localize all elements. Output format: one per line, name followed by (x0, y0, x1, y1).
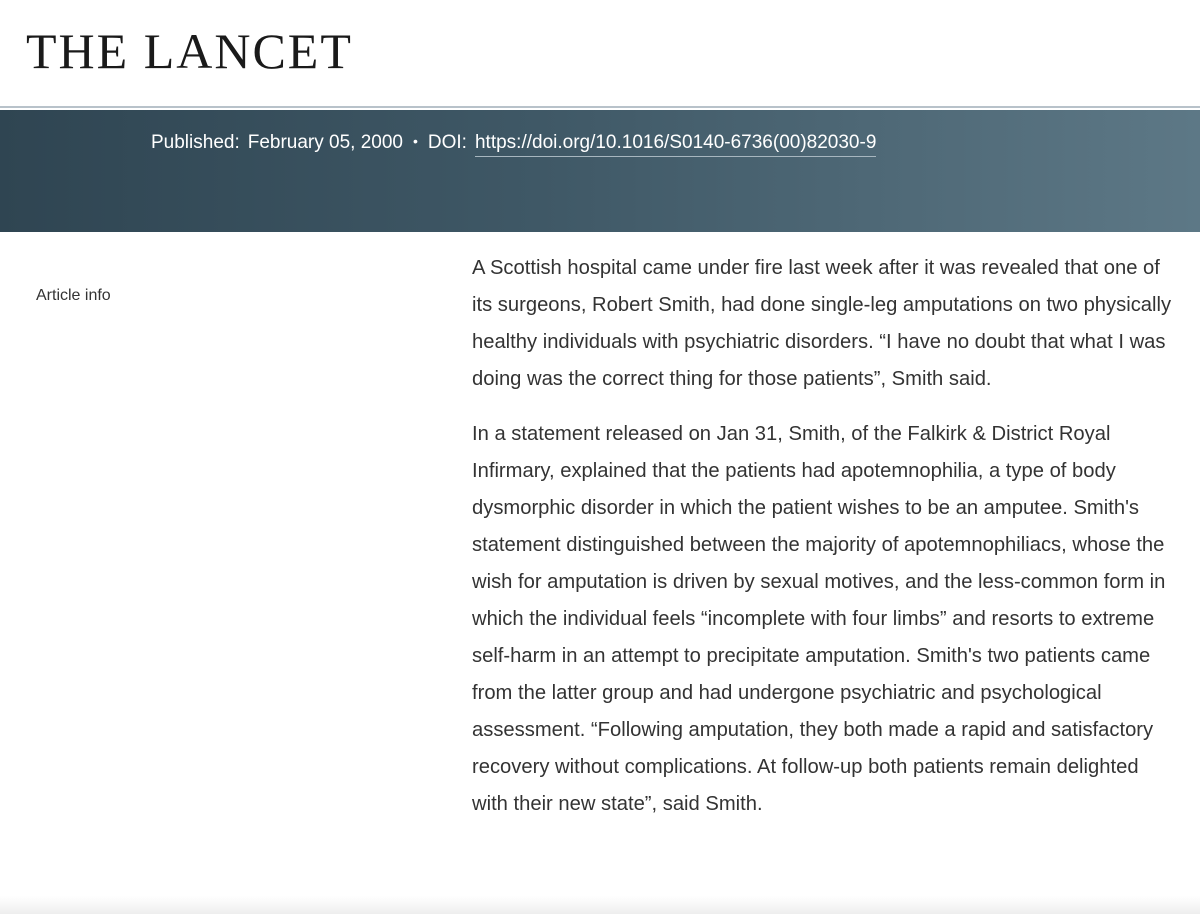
article-info-link[interactable]: Article info (36, 287, 111, 304)
masthead (0, 0, 1200, 106)
header-divider (0, 106, 1200, 108)
published-label: Published: (151, 132, 240, 153)
published-date: February 05, 2000 (247, 132, 403, 153)
meta-separator: • (413, 133, 418, 149)
publication-meta (151, 132, 876, 157)
doi-label: DOI: (427, 132, 467, 153)
article-body (472, 250, 1172, 841)
sidebar (36, 287, 336, 305)
article-paragraph: A Scottish hospital came under fire last week after it was revealed that one of its surgeons, Robert Smith, had done single-leg amputations on two physically healthy individuals with psychiatric disorders. “I have no doubt that what I was doing was the correct thing for those patients”, Smith said. (472, 257, 1172, 390)
bottom-fade (0, 896, 1200, 914)
article-paragraph: In a statement released on Jan 31, Smith, of the Falkirk & District Royal Infirmary, explained that the patients had apotemnophilia, a type of body dysmorphic disorder in which the patient wishes to be an amputee. Smith's statement distinguished between the majority of apotemnophiliacs, whose the wish for amputation is driven by sexual motives, and the less-common form in which the individual feels “incomplete with four limbs” and resorts to extreme self-harm in an attempt to precipitate amputation. Smith's two patients came from the latter group and had undergone psychiatric and psychological assessment. “Following amputation, they both made a rapid and satisfactory recovery without complications. At follow-up both patients remain delighted with their new state”, said Smith. (472, 423, 1166, 815)
article-banner (0, 110, 1200, 232)
lancet-logo[interactable]: THE LANCET (26, 23, 353, 79)
doi-link[interactable]: https://doi.org/10.1016/S0140-6736(00)82030-9 (475, 132, 876, 157)
